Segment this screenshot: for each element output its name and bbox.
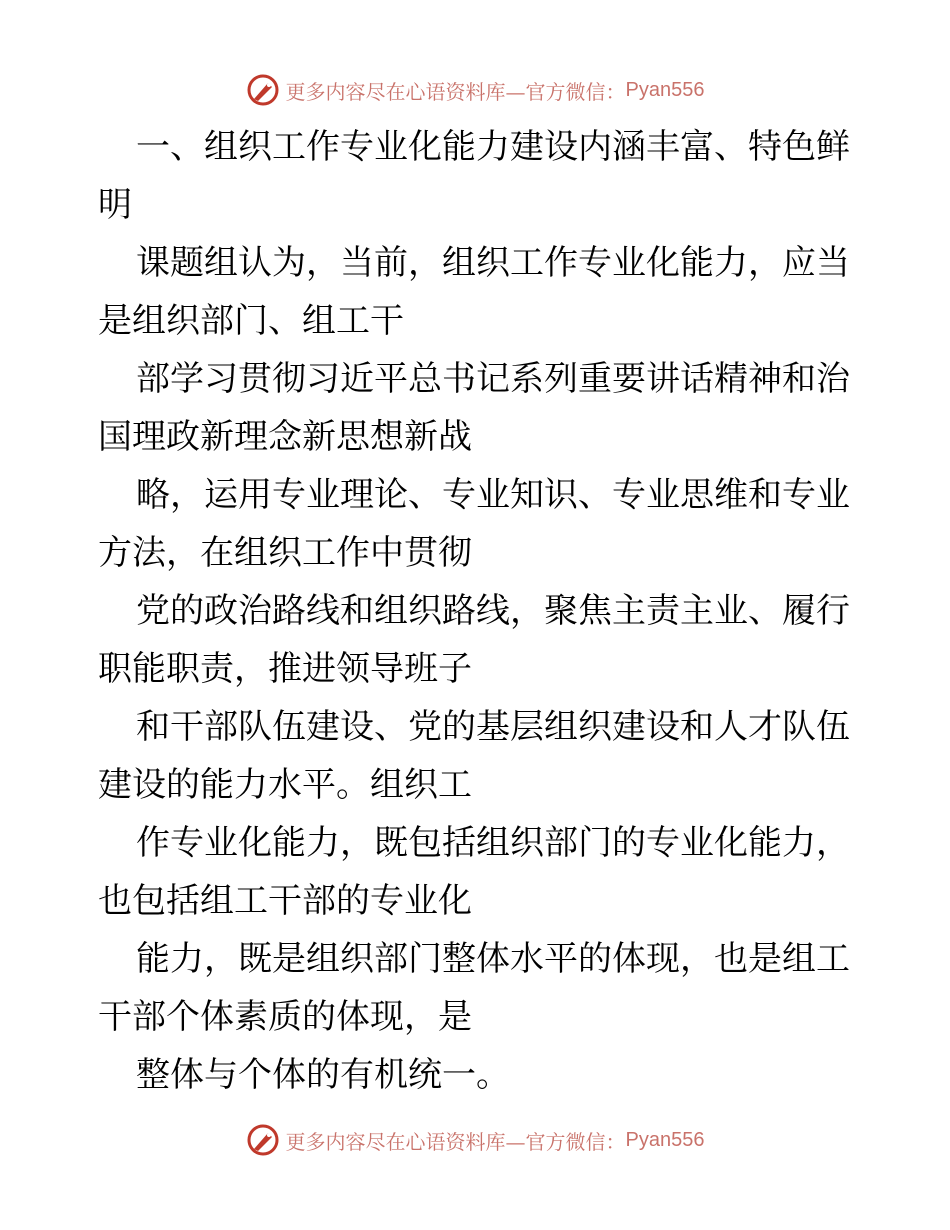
text-line: 部学习贯彻习近平总书记系列重要讲话精神和治 — [136, 359, 850, 399]
text-line: 方法，在组织工作中贯彻 — [98, 533, 472, 573]
text-line: 一、组织工作专业化能力建设内涵丰富、特色鲜 — [136, 127, 850, 167]
text-line: 整体与个体的有机统一。 — [136, 1055, 510, 1095]
wechat-id: Pyan556 — [625, 1128, 705, 1151]
pen-nib-circle-icon — [246, 1123, 280, 1157]
text-line: 也包括组工干部的专业化 — [98, 881, 472, 921]
text-line: 国理政新理念新思想新战 — [98, 417, 472, 457]
text-line: 干部个体素质的体现，是 — [98, 997, 472, 1037]
text-line: 能力，既是组织部门整体水平的体现，也是组工 — [136, 939, 850, 979]
text-line: 和干部队伍建设、党的基层组织建设和人才队伍 — [136, 707, 850, 747]
text-line: 略，运用专业理论、专业知识、专业思维和专业 — [136, 475, 850, 515]
text-line: 党的政治路线和组织路线，聚焦主责主业、履行 — [136, 591, 850, 631]
wechat-id: Pyan556 — [625, 78, 705, 101]
text-line: 建设的能力水平。组织工 — [98, 765, 472, 805]
banner-text: 更多内容尽在心语资料库—官方微信： — [285, 1129, 626, 1154]
text-line: 作专业化能力，既包括组织部门的专业化能力， — [136, 823, 850, 863]
text-line: 明 — [98, 185, 132, 225]
footer-banner — [0, 1120, 950, 1160]
pen-nib-circle-icon — [246, 73, 280, 107]
header-banner — [0, 70, 950, 110]
text-line: 是组织部门、组工干 — [98, 301, 404, 341]
text-line: 课题组认为，当前，组织工作专业化能力，应当 — [136, 243, 850, 283]
banner-text: 更多内容尽在心语资料库—官方微信： — [285, 79, 626, 104]
text-line: 职能职责，推进领导班子 — [98, 649, 472, 689]
document-body — [98, 118, 858, 1104]
